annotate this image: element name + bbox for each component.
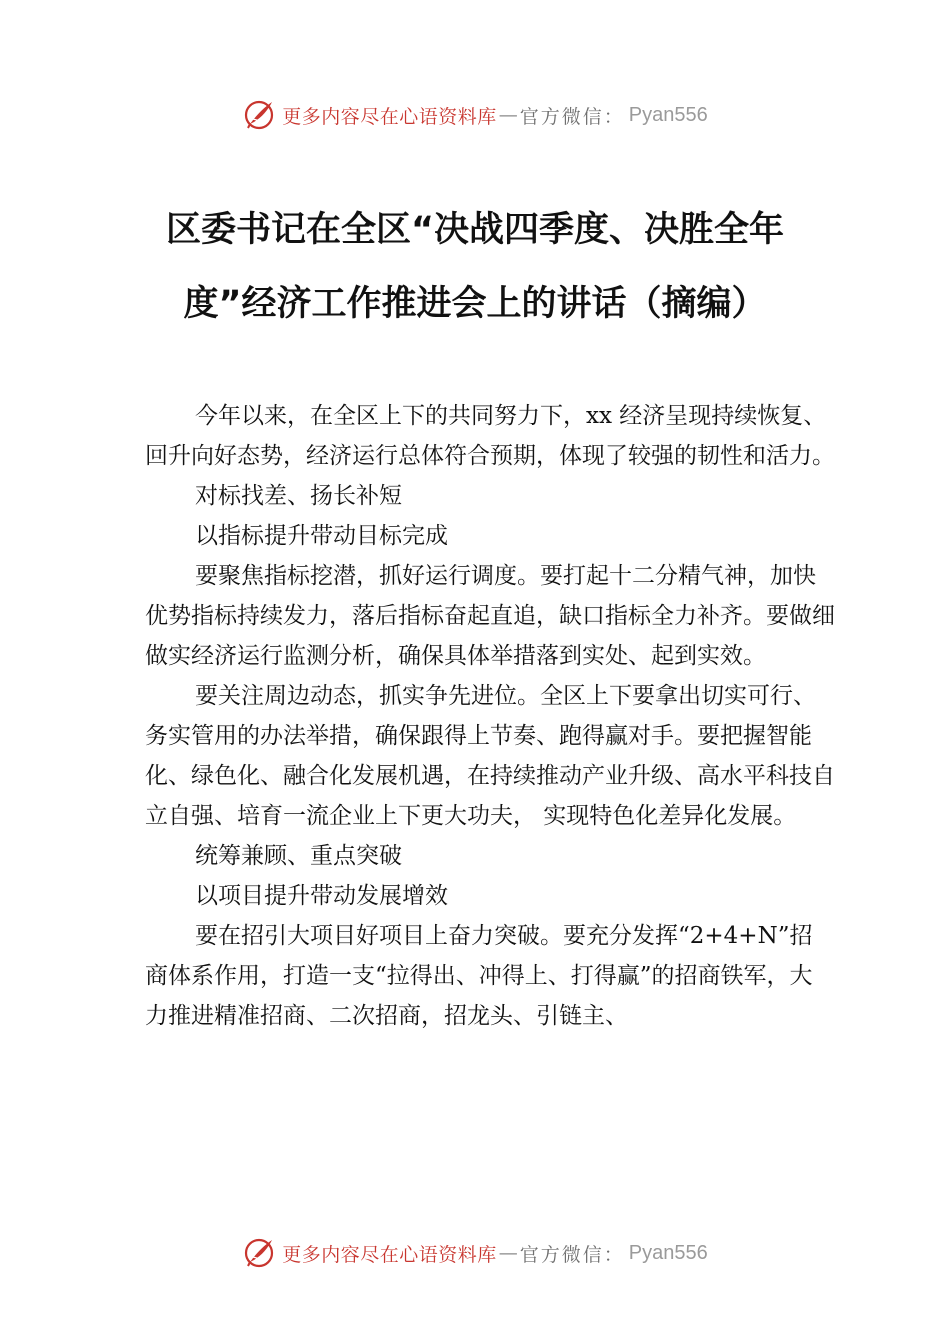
document-body bbox=[145, 396, 835, 1036]
paragraph-intro: 今年以来，在全区上下的共同努力下，xx 经济呈现持续恢复、回升向好态势，经济运行总体符合预期，体现了较强的韧性和活力。 bbox=[145, 403, 835, 469]
title-line-1: 区委书记在全区“决战四季度、决胜全年 bbox=[165, 210, 784, 250]
banner-dash: — bbox=[498, 1242, 518, 1264]
section-subheading-1: 以指标提升带动目标完成 bbox=[195, 523, 448, 549]
site-name: 更多内容尽在心语资料库 bbox=[282, 1243, 497, 1266]
quill-pen-logo-icon bbox=[242, 1236, 276, 1270]
section-subheading-2: 以项目提升带动发展增效 bbox=[195, 883, 448, 909]
title-line-2: 度”经济工作推进会上的讲话（摘编） bbox=[183, 284, 767, 324]
wechat-id: Pyan556 bbox=[628, 1241, 708, 1264]
document-title bbox=[100, 193, 850, 341]
site-name: 更多内容尽在心语资料库 bbox=[282, 105, 497, 128]
footer-watermark-banner bbox=[0, 1233, 950, 1273]
paragraph-indicators: 要聚焦指标挖潜，抓好运行调度。要打起十二分精气神，加快优势指标持续发力，落后指标奋起直追，缺口指标全力补齐。要做细做实经济运行监测分析，确保具体举措落到实处、起到实效。 bbox=[145, 563, 835, 669]
wechat-label: 官方微信： bbox=[519, 105, 625, 128]
paragraph-peers: 要关注周边动态，抓实争先进位。全区上下要拿出切实可行、务实管用的办法举措，确保跟得上节奏、跑得赢对手。要把握智能化、绿色化、融合化发展机遇，在持续推动产业升级、高水平科技自立自强、培育一流企业上下更大功夫， 实现特色化差异化发展。 bbox=[145, 683, 835, 829]
wechat-label: 官方微信： bbox=[519, 1243, 625, 1266]
banner-dash: — bbox=[498, 104, 518, 126]
section-heading-1: 对标找差、扬长补短 bbox=[195, 483, 402, 509]
section-heading-2: 统筹兼顾、重点突破 bbox=[195, 843, 402, 869]
header-watermark-banner bbox=[0, 95, 950, 135]
paragraph-projects: 要在招引大项目好项目上奋力突破。要充分发挥“2+4+N”招商体系作用，打造一支“拉得出、冲得上、打得赢”的招商铁军，大力推进精准招商、二次招商，招龙头、引链主、 bbox=[145, 923, 813, 1029]
quill-pen-logo-icon bbox=[242, 98, 276, 132]
wechat-id: Pyan556 bbox=[628, 103, 708, 126]
